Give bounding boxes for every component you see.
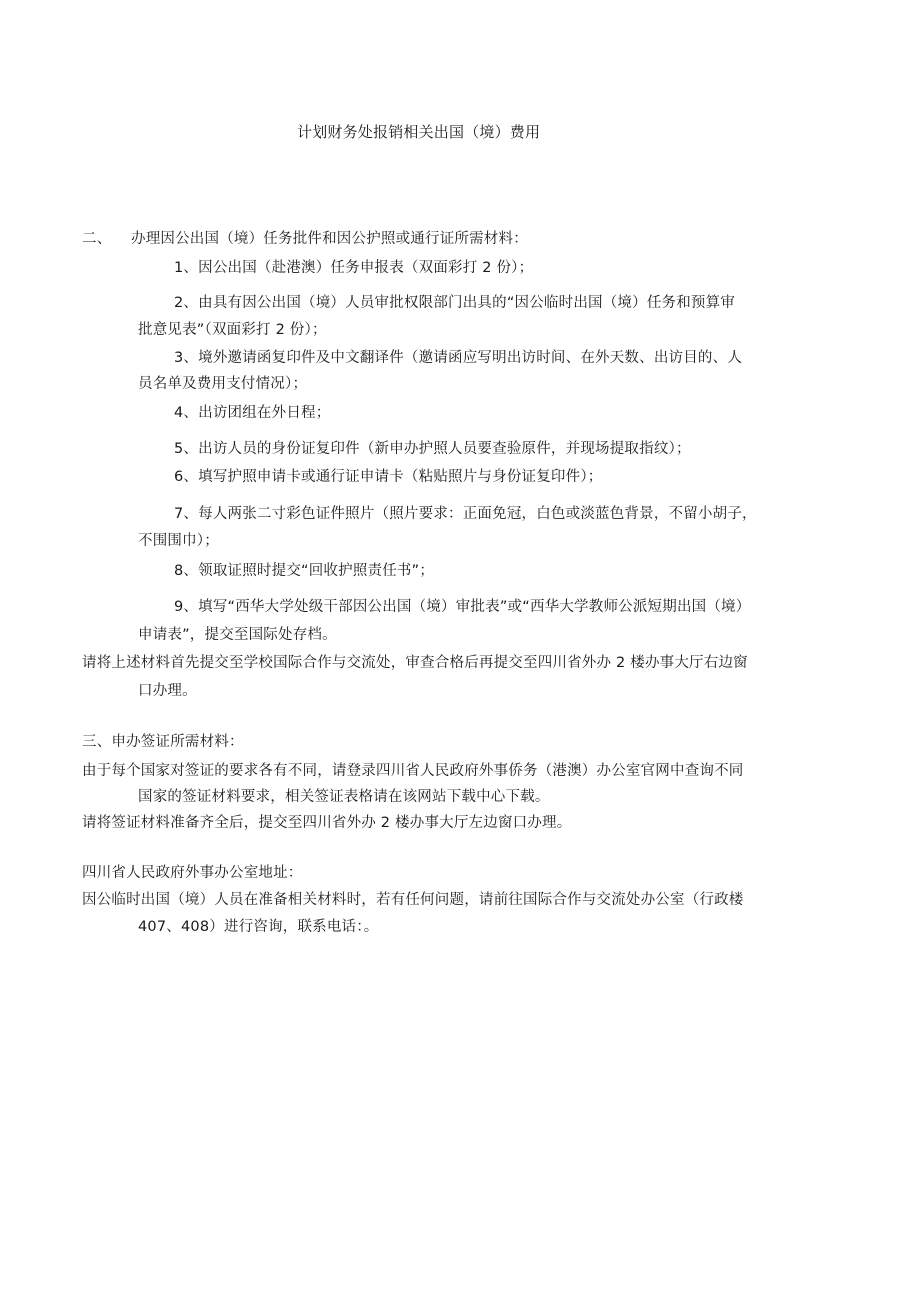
list-item: 2、由具有因公出国（境）人员审批权限部门出具的“因公临时出国（境）任务和预算审 [174,295,736,311]
list-item: 7、每人两张二寸彩色证件照片（照片要求：正面免冠，白色或淡蓝色背景，不留小胡子， [174,506,757,522]
address-paragraph: 因公临时出国（境）人员在准备相关材料时，若有任何问题，请前往国际合作与交流处办公室（行政楼 [82,892,744,908]
list-item: 1、因公出国（赴港澳）任务申报表（双面彩打 2 份）； [174,260,534,276]
address-heading: 四川省人民政府外事办公室地址： [82,865,303,881]
list-item-continuation: 批意见表”（双面彩打 2 份）； [138,322,327,338]
list-item: 4、出访团组在外日程； [174,405,331,421]
section-2-note-continuation: 口办理。 [138,683,197,699]
address-paragraph-continuation: 407、408）进行咨询，联系电话：。 [138,919,379,935]
list-item: 8、领取证照时提交“回收护照责任书”； [174,563,435,579]
list-item-continuation: 不围围巾）； [138,533,219,549]
list-item: 3、境外邀请函复印件及中文翻译件（邀请函应写明出访时间、在外天数、出访目的、人 [174,350,743,366]
list-item-continuation: 员名单及费用支付情况）； [138,376,308,392]
page-title: 计划财务处报销相关出国（境）费用 [297,123,541,141]
section-3-paragraph: 由于每个国家对签证的要求各有不同，请登录四川省人民政府外事侨务（港澳）办公室官网中查询不同 [82,763,744,779]
section-2-number: 二、 [82,231,112,247]
section-2-note: 请将上述材料首先提交至学校国际合作与交流处，审查合格后再提交至四川省外办 2 楼办事大厅右边窗 [82,655,748,671]
section-3-paragraph-continuation: 国家的签证材料要求，相关签证表格请在该网站下载中心下载。 [138,789,550,805]
list-item: 5、出访人员的身份证复印件（新申办护照人员要查验原件，并现场提取指纹）； [174,441,691,457]
section-3-heading: 三、申办签证所需材料： [82,734,244,750]
section-3-paragraph: 请将签证材料准备齐全后，提交至四川省外办 2 楼办事大厅左边窗口办理。 [82,815,572,831]
list-item: 9、填写“西华大学处级干部因公出国（境）审批表”或“西华大学教师公派短期出国（境） [174,599,751,615]
section-2-heading: 办理因公出国（境）任务批件和因公护照或通行证所需材料： [131,231,528,247]
list-item: 6、填写护照申请卡或通行证申请卡（粘贴照片与身份证复印件）； [174,469,603,485]
list-item-continuation: 申请表”，提交至国际处存档。 [138,627,337,643]
